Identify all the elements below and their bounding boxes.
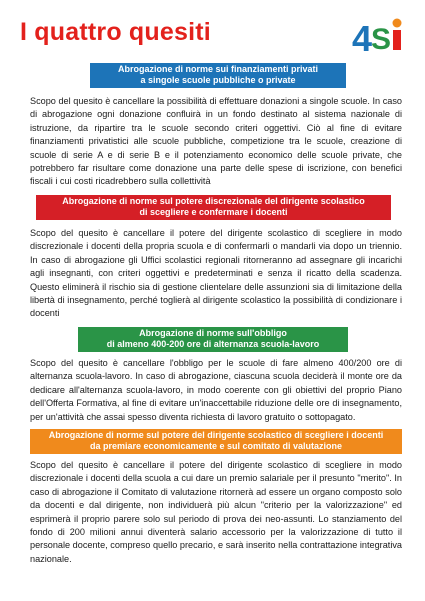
banner-line: di scegliere e confermare i docenti: [139, 207, 288, 217]
section-banner-teacher-selection: [36, 195, 391, 220]
section-banner-work-alternation: [78, 327, 348, 352]
four-si-logo: [350, 16, 412, 56]
section-text-private-funding: Scopo del quesito è cancellare la possibilità di effettuare donazioni a singole scuole. In caso di abrogazione ogni donazione confluirà in un fondo destinato al sistema nazionale di istruzione, da ripartire tra le scuole secondo criteri oggettivi. Ciò al fine di evitare finanziamenti privatistici alle scuole pubbliche, competizione tra le scuole, creazione di scuole di serie A e di serie B e il potenziamento economico delle scuole private, che potrebbero far risultare come donazione una parte delle spese di iscrizione, con benefici fiscali i cui costi ricadrebbero sulla collettività: [30, 96, 402, 187]
banner-line: Abrogazione di norme sull'obbligo: [139, 328, 287, 338]
banner-line: di almeno 400-200 ore di alternanza scuola-lavoro: [106, 339, 320, 349]
svg-text:4: 4: [352, 18, 373, 56]
banner-line: a singole scuole pubbliche o private: [140, 75, 296, 85]
section-banner-merit-bonus: [30, 429, 402, 454]
page-title: I quattro quesiti: [20, 18, 211, 46]
section-banner-private-funding: [90, 63, 346, 88]
section-text-merit-bonus: Scopo del quesito è cancellare il potere del dirigente scolastico di scegliere in modo discrezionale i docenti della scuola a cui dare un premio salariale per il presunto "merito". In caso di abrogazione il Comitato di valutazione ritornerà ad essere un organo composto solo da docenti e dal dirigente, non individuerà più alcun "criterio per la valorizzazione" ed esprimerà il proprio parere solo sul periodo di prova dei neo-assunti. Lo stanziamento del fondo di 200 milioni annui diventerà salario accessorio per la valorizzazione di tutto il personale docente, compreso quello precario, e sarà inserito nella contrattazione integrativa nazionale.: [30, 460, 402, 564]
section-text-teacher-selection: Scopo del quesito è cancellare il potere del dirigente scolastico di scegliere in modo discrezionale i docenti della propria scuola e di confermarli o mandarli via dopo un triennio. In caso di abrogazione gli Uffici scolastici regionali ritorneranno ad assegnare gli incarichi agli insegnanti, con criteri oggettivi e predeterminati e senza il ricatto della scadenza. Questo eliminerà il rischio sia di gestione clientelare delle assunzioni sia di limitazione della libertà di insegnamento, perché toglierà al dirigente scolastico la possibilità di condizionare i docenti: [30, 228, 402, 319]
banner-line: Abrogazione di norme sul potere del dirigente scolastico di scegliere i docenti: [48, 430, 384, 440]
banner-line: Abrogazione di norme sul potere discrezionale del dirigente scolastico: [62, 196, 365, 206]
section-text-work-alternation: Scopo del quesito è cancellare l'obbligo per le scuole di fare almeno 400/200 ore di alternanza scuola-lavoro. In caso di abrogazione, ciascuna scuola deciderà il monte ore da dedicare all'alternanza scuola-lavoro, in modo coerente con gli obiettivi del proprio Piano dell'Offerta Formativa, al fine di evitare un'inaccettabile riduzione delle ore di insegnamento, per un'attività che assai spesso diventa richiesta di lavoro gratuito o sottopagato.: [30, 358, 402, 422]
banner-line: Abrogazione di norme sui finanziamenti privati: [117, 64, 319, 74]
svg-text:S: S: [371, 23, 392, 56]
banner-line: da premiare economicamente e sul comitato di valutazione: [89, 441, 343, 451]
